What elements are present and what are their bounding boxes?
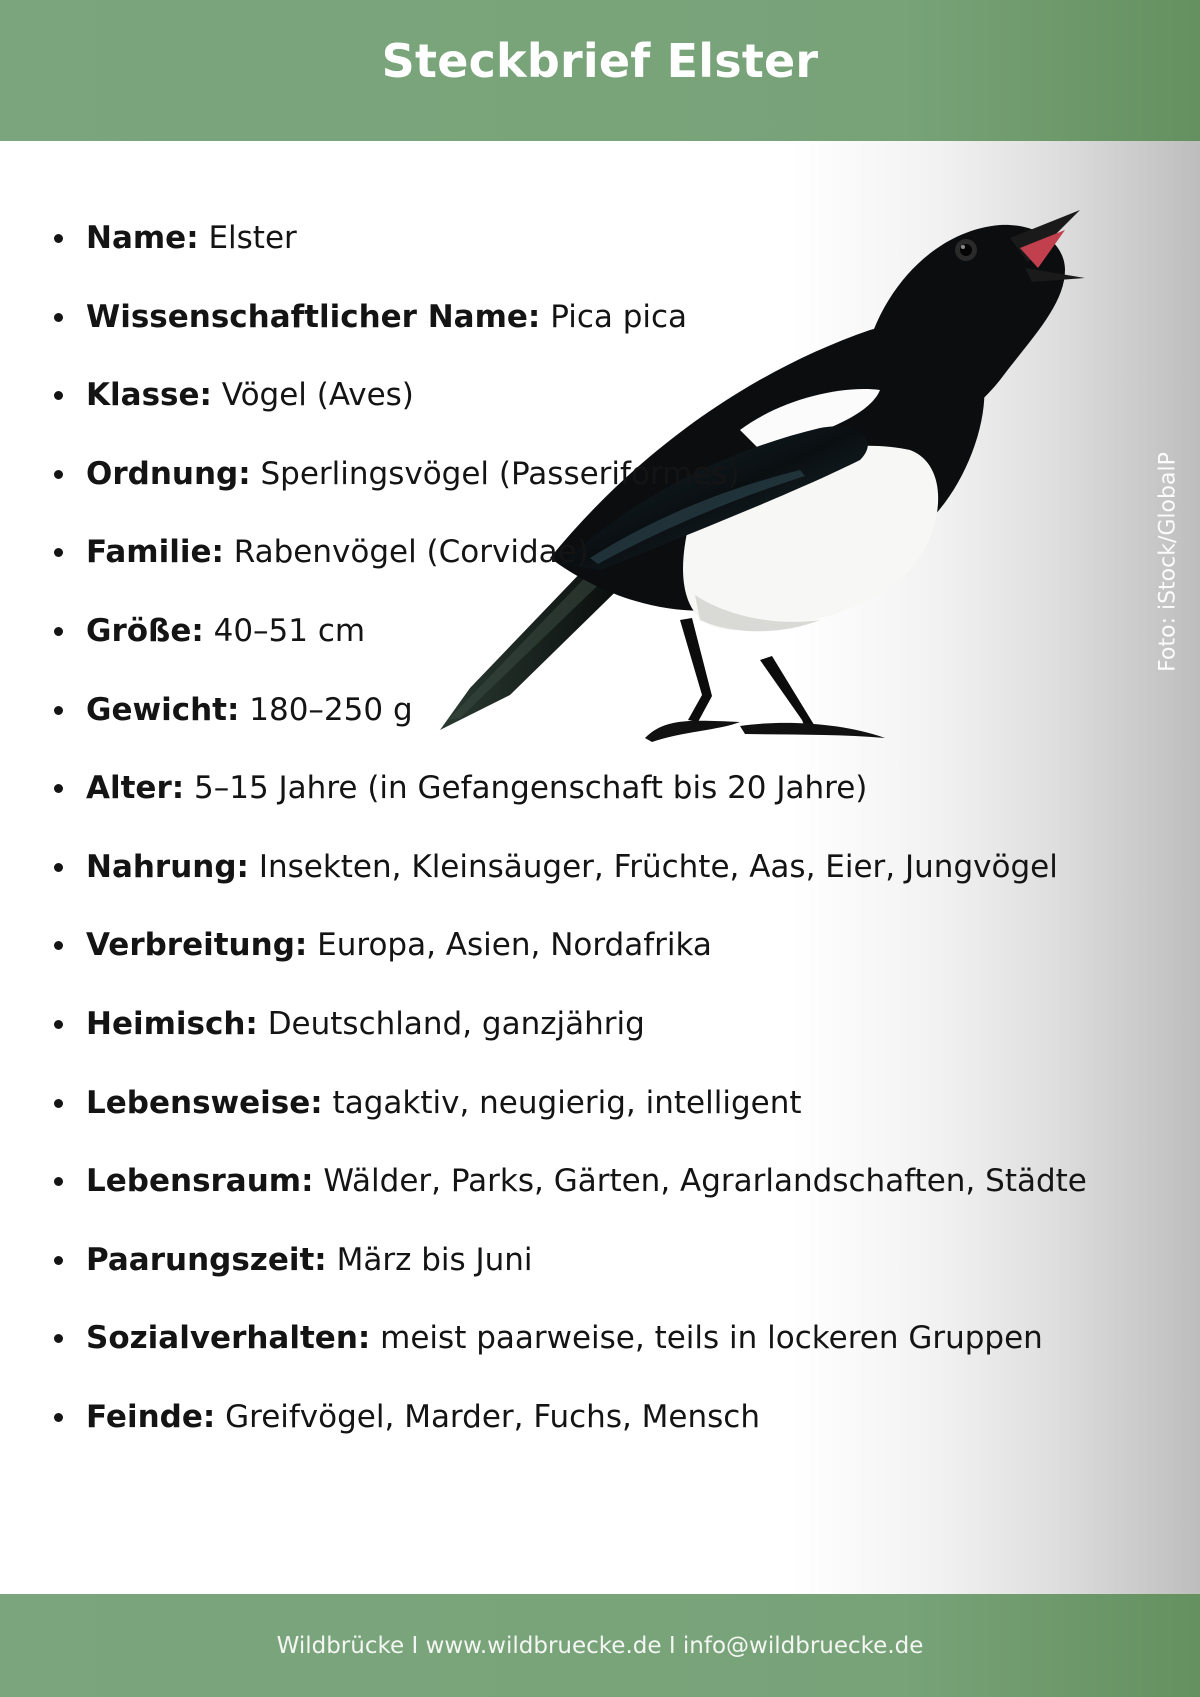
bullet-icon [54, 234, 63, 243]
bullet-icon [54, 941, 63, 950]
fact-value: Pica pica [550, 298, 688, 335]
fact-label: Alter: [86, 770, 185, 807]
fact-value: Rabenvögel (Corvidae) [233, 534, 589, 571]
bullet-icon [54, 391, 63, 400]
bullet-icon [54, 1020, 63, 1029]
fact-value: Wälder, Parks, Gärten, Agrarlandschaften, Städte [323, 1163, 1087, 1200]
fact-label: Familie: [86, 534, 224, 571]
fact-value: Deutschland, ganzjährig [267, 1005, 645, 1042]
fact-label: Größe: [86, 612, 204, 649]
list-item [50, 532, 1087, 611]
fact-value: Europa, Asien, Nordafrika [317, 927, 712, 964]
list-item [50, 611, 1087, 690]
list-item [50, 218, 1087, 297]
fact-value: 180–250 g [249, 691, 413, 728]
footer-banner [0, 1594, 1200, 1697]
list-item [50, 1240, 1087, 1319]
fact-label: Lebensweise: [86, 1084, 323, 1121]
fact-value: Greifvögel, Marder, Fuchs, Mensch [225, 1398, 760, 1435]
fact-label: Name: [86, 220, 199, 256]
list-item [50, 1083, 1087, 1162]
bullet-icon [54, 1177, 63, 1186]
bullet-icon [54, 1413, 63, 1422]
fact-label: Lebensraum: [86, 1163, 314, 1200]
fact-value: März bis Juni [336, 1241, 533, 1278]
fact-label: Paarungszeit: [86, 1241, 327, 1278]
bullet-icon [54, 470, 63, 479]
footer-contact: Wildbrücke I www.wildbruecke.de I info@wildbruecke.de [276, 1632, 924, 1659]
fact-list [50, 218, 1087, 1476]
bullet-icon [54, 706, 63, 715]
bullet-icon [54, 548, 63, 557]
bullet-icon [54, 1099, 63, 1108]
fact-value: 40–51 cm [213, 612, 366, 649]
fact-label: Sozialverhalten: [86, 1320, 371, 1357]
fact-label: Heimisch: [86, 1005, 258, 1042]
bullet-icon [54, 313, 63, 322]
fact-label: Nahrung: [86, 848, 249, 885]
list-item [50, 1004, 1087, 1083]
header-banner [0, 0, 1200, 141]
list-item [50, 1318, 1087, 1397]
fact-label: Verbreitung: [86, 927, 308, 964]
fact-label: Klasse: [86, 377, 212, 414]
list-item [50, 690, 1087, 769]
fact-value: Insekten, Kleinsäuger, Früchte, Aas, Eier, Jungvögel [258, 848, 1058, 885]
fact-value: meist paarweise, teils in lockeren Gruppen [380, 1320, 1043, 1357]
page-title: Steckbrief Elster [381, 33, 819, 88]
list-item [50, 847, 1087, 926]
list-item [50, 454, 1087, 533]
photo-credit: Foto: iStock/GlobalP [1155, 452, 1181, 672]
bullet-icon [54, 784, 63, 793]
list-item [50, 375, 1087, 454]
fact-label: Wissenschaftlicher Name: [86, 298, 541, 335]
list-item [50, 1397, 1087, 1476]
fact-value: tagaktiv, neugierig, intelligent [332, 1084, 802, 1121]
bullet-icon [54, 627, 63, 636]
fact-value: Sperlingsvögel (Passeriformes) [260, 455, 740, 492]
list-item [50, 1161, 1087, 1240]
fact-label: Feinde: [86, 1398, 216, 1435]
fact-value: Elster [208, 220, 297, 256]
fact-value: Vögel (Aves) [221, 377, 414, 414]
fact-label: Ordnung: [86, 455, 251, 492]
list-item [50, 925, 1087, 1004]
fact-label: Gewicht: [86, 691, 240, 728]
bullet-icon [54, 1256, 63, 1265]
bullet-icon [54, 863, 63, 872]
bullet-icon [54, 1334, 63, 1343]
list-item [50, 297, 1087, 376]
list-item [50, 768, 1087, 847]
fact-value: 5–15 Jahre (in Gefangenschaft bis 20 Jahre) [194, 770, 868, 807]
